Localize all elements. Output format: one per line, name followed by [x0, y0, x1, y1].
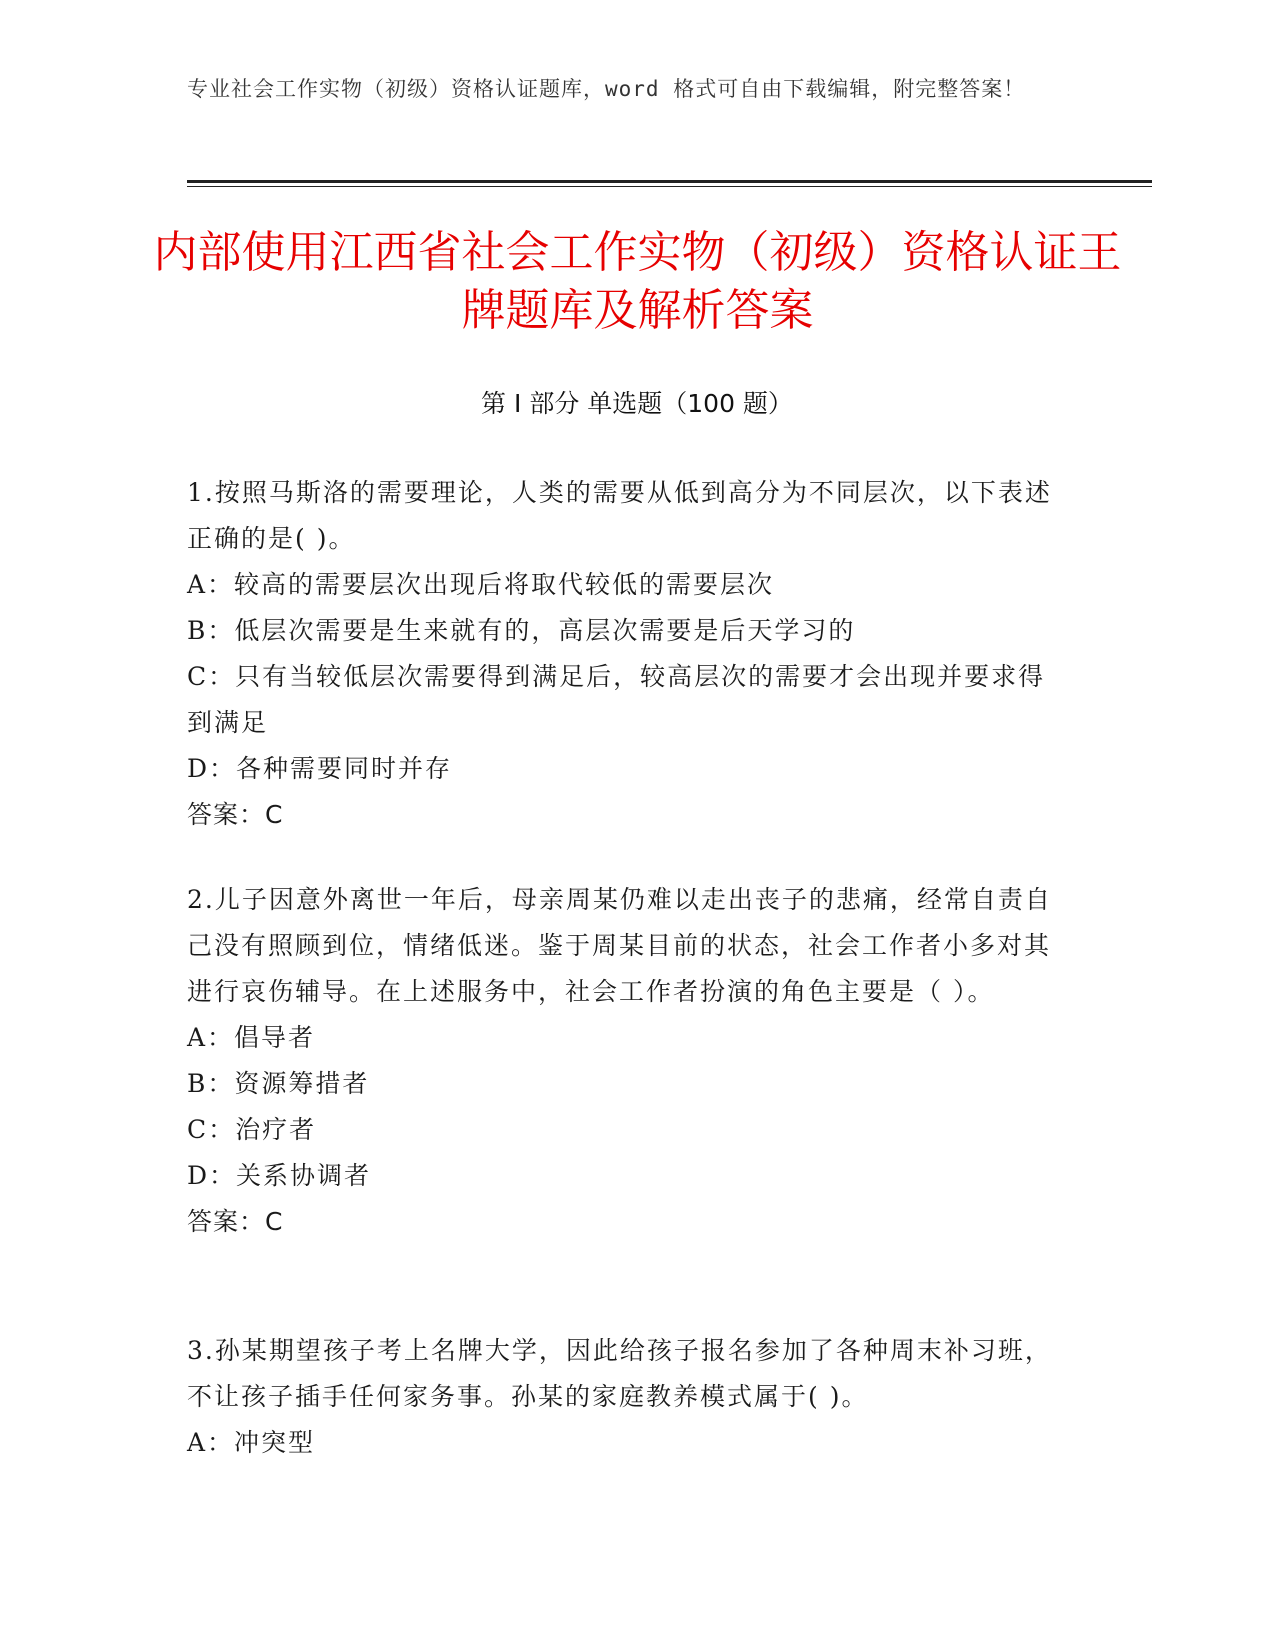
option-d: D：关系协调者 — [187, 1161, 372, 1190]
answer: 答案：C — [187, 1207, 284, 1236]
option-b: B：低层次需要是生来就有的，高层次需要是后天学习的 — [187, 616, 856, 645]
question-stem: 3.孙某期望孩子考上名牌大学，因此给孩子报名参加了各种周末补习班，不让孩子插手任何家务事。孙某的家庭教养模式属于( )。 — [187, 1336, 1052, 1411]
document-title: 内部使用江西省社会工作实物（初级）资格认证王牌题库及解析答案 — [153, 227, 1122, 336]
section-heading: 第 I 部分 单选题（100 题） — [481, 389, 793, 418]
header-divider-thick — [187, 180, 1152, 183]
question-2 — [187, 877, 1067, 1245]
option-d: D：各种需要同时并存 — [187, 754, 453, 783]
option-a: A：倡导者 — [187, 1023, 316, 1052]
question-1 — [187, 470, 1067, 838]
answer: 答案：C — [187, 800, 284, 829]
option-c: C：只有当较低层次需要得到满足后，较高层次的需要才会出现并要求得到满足 — [187, 662, 1046, 737]
question-stem: 2.儿子因意外离世一年后，母亲周某仍难以走出丧子的悲痛，经常自责自己没有照顾到位，情绪低迷。鉴于周某目前的状态，社会工作者小多对其进行哀伤辅导。在上述服务中，社会工作者扮演的角色主要是（ ）。 — [187, 885, 1052, 1006]
question-stem: 1.按照马斯洛的需要理论，人类的需要从低到高分为不同层次，以下表述正确的是( )。 — [187, 478, 1052, 553]
header-divider-thin — [187, 186, 1152, 187]
header-note: 专业社会工作实物（初级）资格认证题库，word 格式可自由下载编辑，附完整答案！ — [187, 77, 1026, 101]
question-3 — [187, 1328, 1067, 1466]
option-a: A：冲突型 — [187, 1428, 316, 1457]
option-b: B：资源筹措者 — [187, 1069, 370, 1098]
option-c: C：治疗者 — [187, 1115, 317, 1144]
option-a: A：较高的需要层次出现后将取代较低的需要层次 — [187, 570, 775, 599]
